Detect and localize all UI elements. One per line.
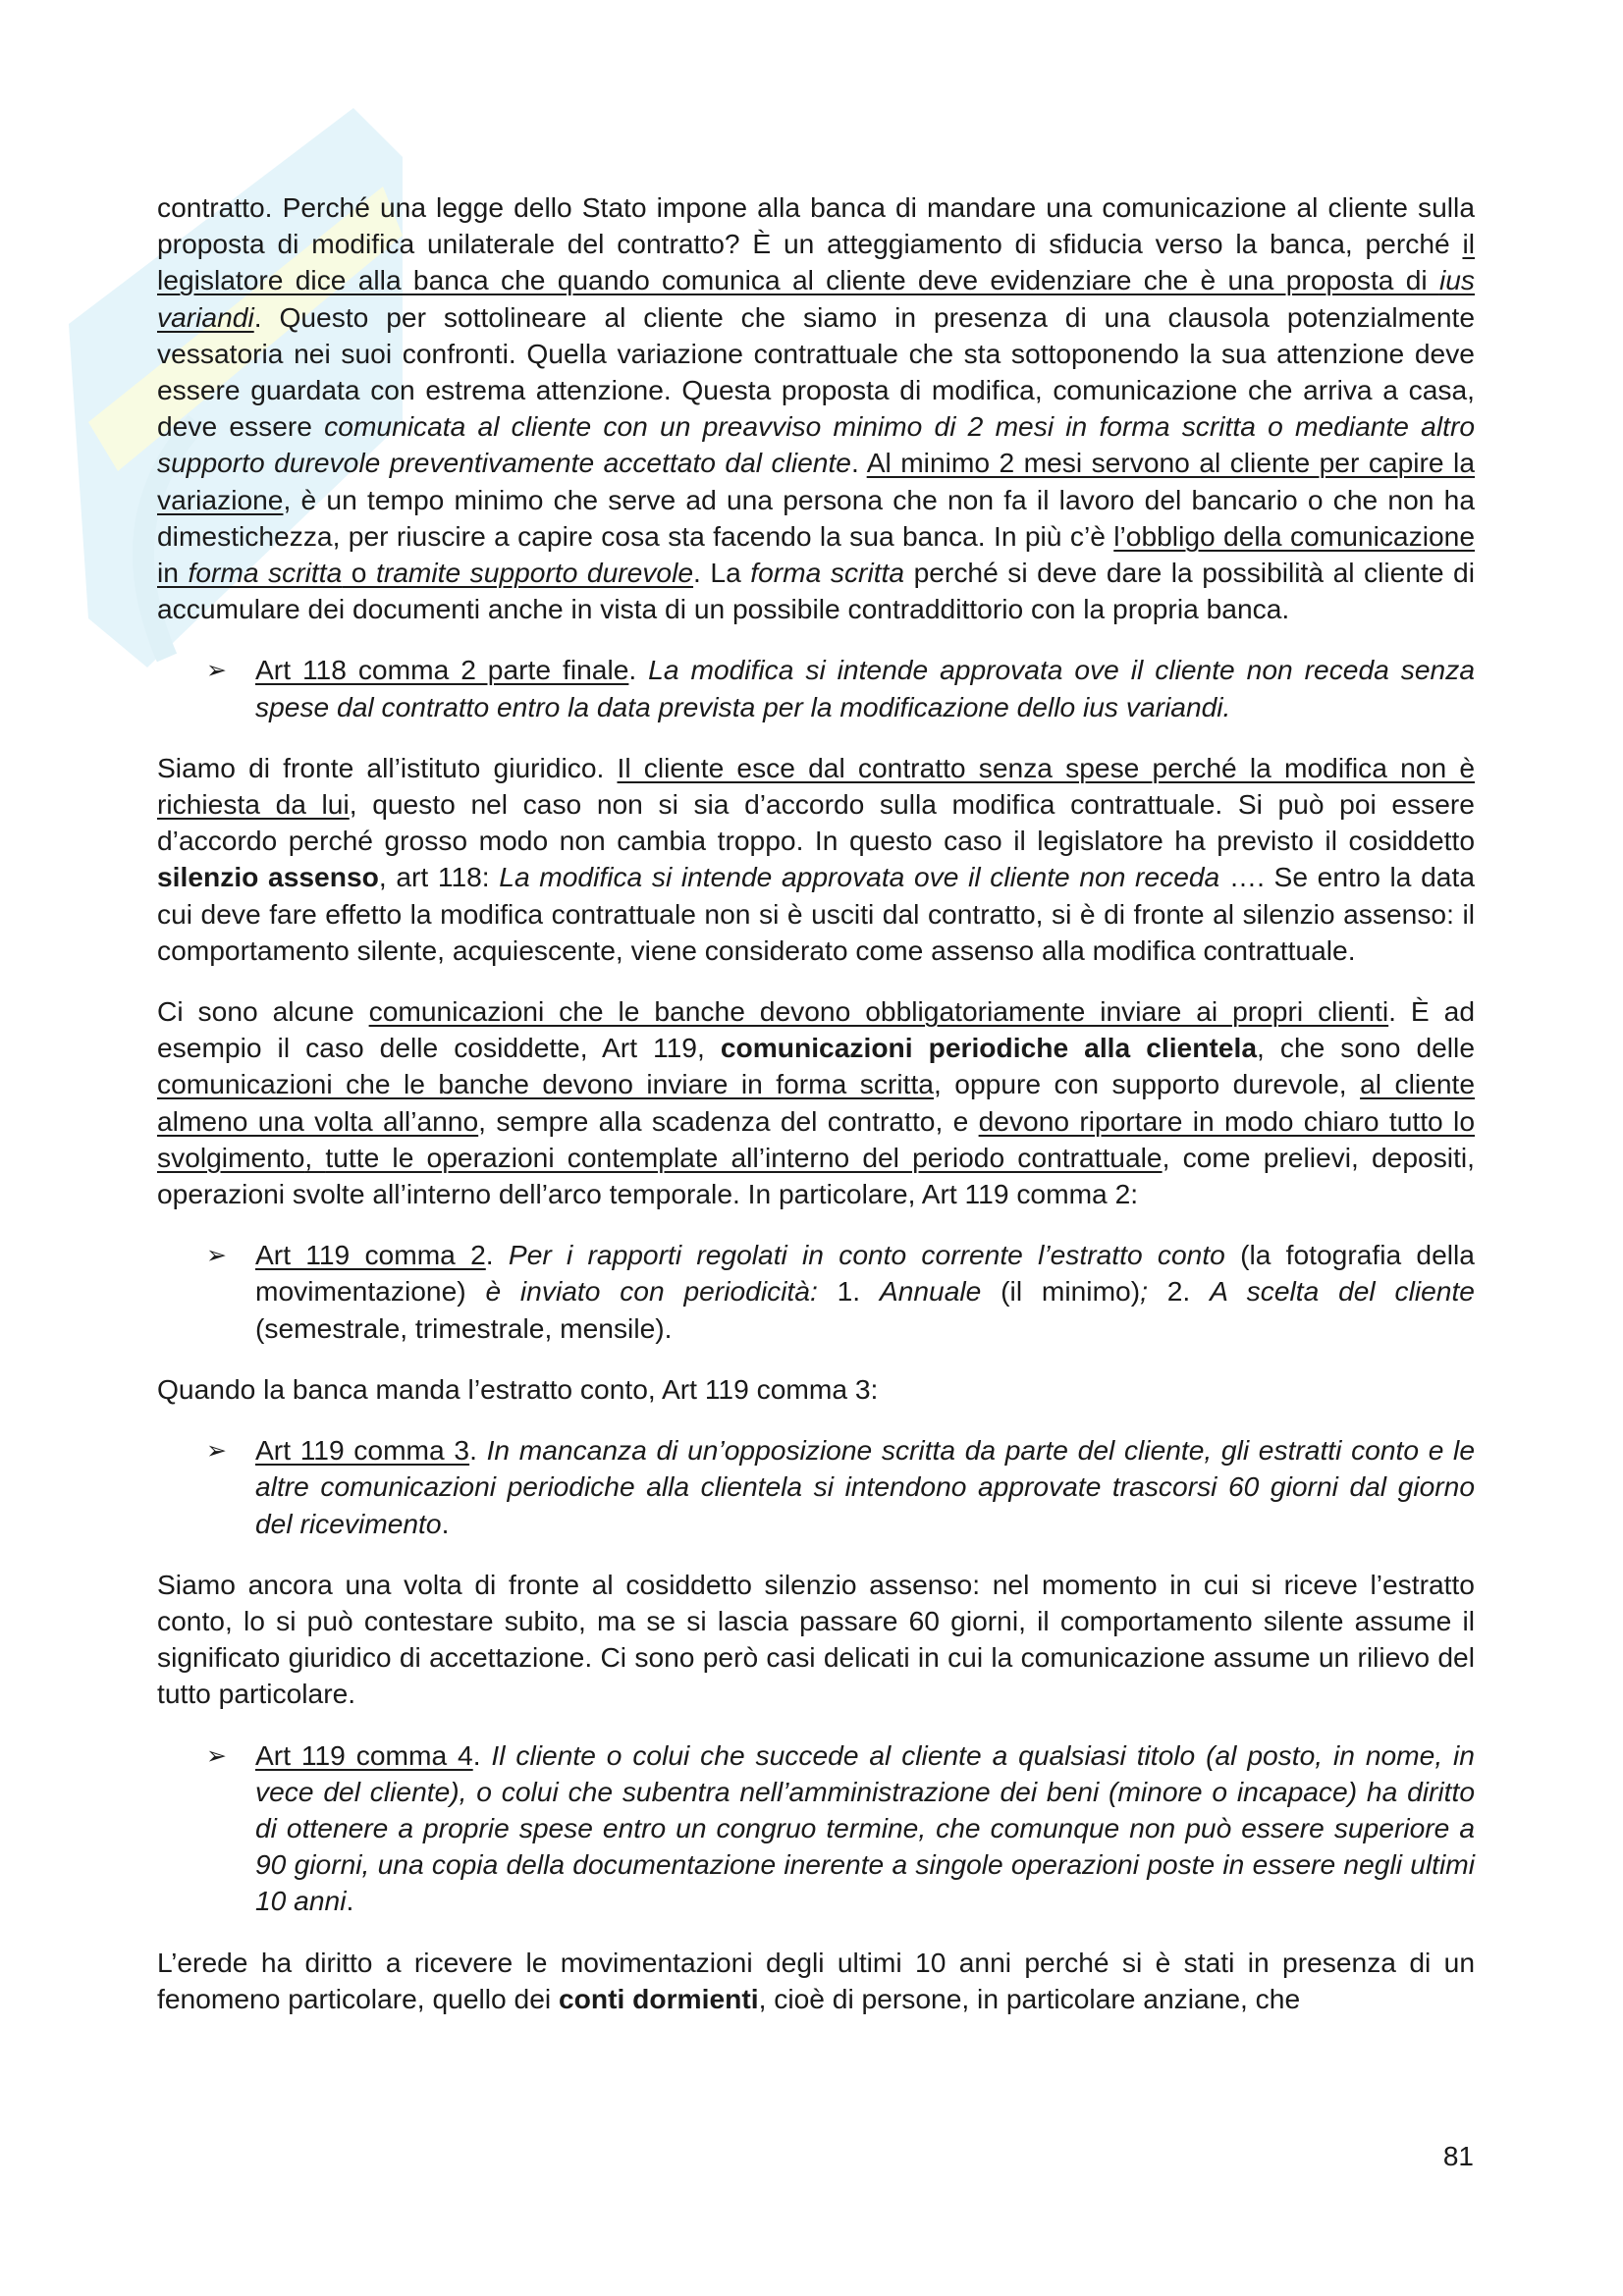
paragraph: Siamo di fronte all’istituto giuridico. Il cliente esce dal contratto senza spese perché la modifica non è richiesta da lui, questo nel caso non si sia d’accordo sulla modifica contrattuale. Si può poi essere d’accordo perché grosso modo non cambia troppo. In questo caso il legislatore ha previsto il cosiddetto silenzio assenso, art 118: La modifica si intende approvata ove il cliente non receda …. Se entro la data cui deve fare effetto la modifica contrattuale non si è usciti dal contratto, si è di fronte al silenzio assenso: il comportamento silente, acquiescente, viene considerato come assenso alla modifica contrattuale. [157, 751, 1475, 966]
bullet-item: ➢ Art 119 comma 4. Il cliente o colui che succede al cliente a qualsiasi titolo (al posto, in nome, in vece del cliente), o colui che subentra nell’amministrazione dei beni (minore o incapace) ha diritto di ottenere a proprie spese entro un congruo termine, che comunque non può essere superiore a 90 giorni, una copia della documentazione inerente a singole operazioni poste in essere negli ultimi 10 anni. [206, 1738, 1475, 1917]
arrow-bullet-icon: ➢ [206, 1436, 227, 1466]
document-body [157, 189, 1475, 2042]
page-number: 81 [1442, 2141, 1474, 2171]
paragraph: contratto. Perché una legge dello Stato impone alla banca di mandare una comunicazione al cliente sulla proposta di modifica unilaterale del contratto? È un atteggiamento di sfiducia verso la banca, perché il legislatore dice alla banca che quando comunica al cliente deve evidenziare che è una proposta di ius variandi. Questo per sottolineare al cliente che siamo in presenza di una clausola potenzialmente vessatoria nei suoi confronti. Quella variazione contrattuale che sta sottoponendo la sua attenzione deve essere guardata con estrema attenzione. Questa proposta di modifica, comunicazione che arriva a casa, deve essere comunicata al cliente con un preavviso minimo di 2 mesi in forma scritta o mediante altro supporto durevole preventivamente accettato dal cliente. Al minimo 2 mesi servono al cliente per capire la variazione, è un tempo minimo che serve ad una persona che non fa il lavoro del bancario o che non ha dimestichezza, per riuscire a capire cosa sta facendo la sua banca. In più c’è l’obbligo della comunicazione in forma scritta o tramite supporto durevole. La forma scritta perché si deve dare la possibilità al cliente di accumulare dei documenti anche in vista di un possibile contraddittorio con la propria banca. [157, 191, 1476, 625]
bullet-item: ➢ Art 119 comma 3. In mancanza di un’opposizione scritta da parte del cliente, gli estratti conto e le altre comunicazioni periodiche alla clientela si intendono approvate trascorsi 60 giorni dal giorno del ricevimento. [206, 1434, 1475, 1539]
paragraph: Quando la banca manda l’estratto conto, Art 119 comma 3: [157, 1372, 879, 1405]
paragraph: Ci sono alcune comunicazioni che le banche devono obbligatoriamente inviare ai propri clienti. È ad esempio il caso delle cosiddette, Art 119, comunicazioni periodiche alla clientela, che sono delle comunicazioni che le banche devono inviare in forma scritta, oppure con supporto durevole, al cliente almeno una volta all’anno, sempre alla scadenza del contratto, e devono riportare in modo chiaro tutto lo svolgimento, tutte le operazioni contemplate all’interno del periodo contrattuale, come prelievi, depositi, operazioni svolte all’interno dell’arco temporale. In particolare, Art 119 comma 2: [157, 995, 1476, 1210]
bullet-item: ➢ Art 119 comma 2. Per i rapporti regolati in conto corrente l’estratto conto (la fotografia della movimentazione) è inviato con periodicità: 1. Annuale (il minimo); 2. A scelta del cliente (semestrale, trimestrale, mensile). [206, 1239, 1475, 1344]
bullet-item: ➢ Art 118 comma 2 parte finale. La modifica si intende approvata ove il cliente non receda senza spese dal contratto entro la data prevista per la modificazione dello ius variandi. [206, 654, 1475, 722]
paragraph: L’erede ha diritto a ricevere le movimentazioni degli ultimi 10 anni perché si è stati in presenza di un fenomeno particolare, quello dei conti dormienti, cioè di persone, in particolare anziane, che [157, 1946, 1475, 2014]
arrow-bullet-icon: ➢ [206, 656, 227, 685]
paragraph: Siamo ancora una volta di fronte al cosiddetto silenzio assenso: nel momento in cui si riceve l’estratto conto, lo si può contestare subito, ma se si lascia passare 60 giorni, il comportamento silente assume il significato giuridico di accettazione. Ci sono però casi delicati in cui la comunicazione assume un rilievo del tutto particolare. [157, 1568, 1475, 1710]
arrow-bullet-icon: ➢ [206, 1241, 227, 1270]
arrow-bullet-icon: ➢ [206, 1740, 227, 1770]
